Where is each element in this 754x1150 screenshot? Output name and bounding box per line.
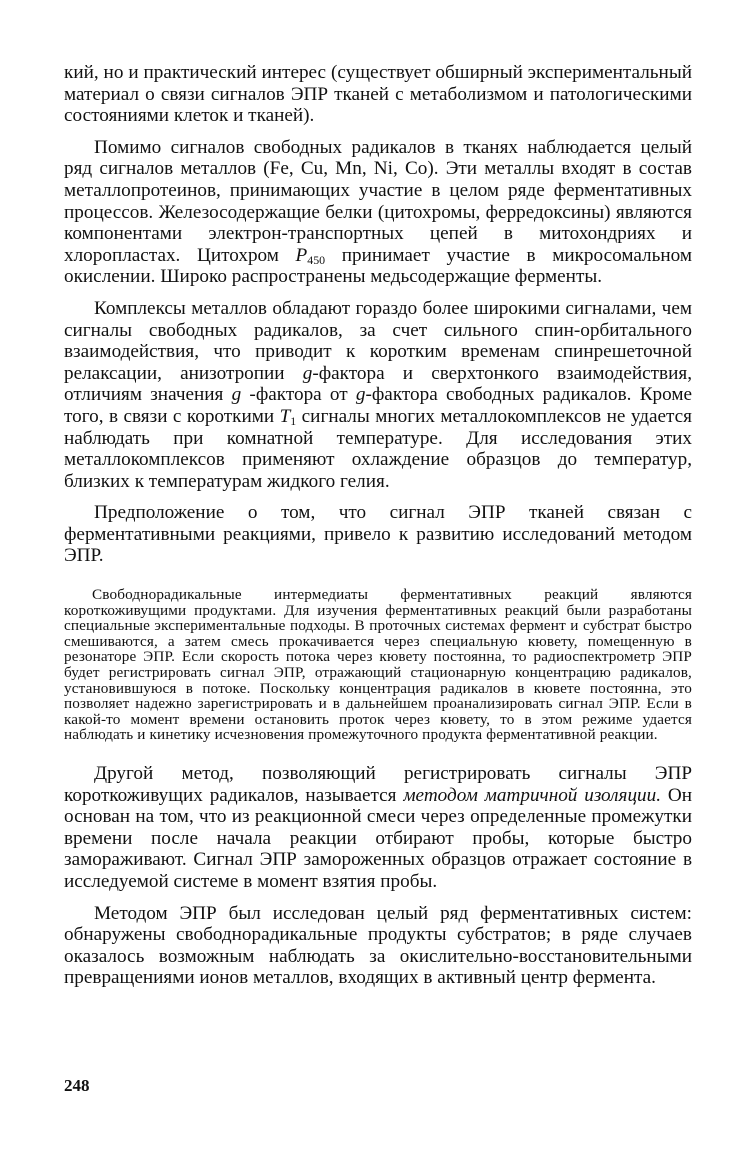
paragraph-3-text-d: -фактора свободных радикалов. Кроме того, в связи с короткими [64, 384, 692, 427]
t1-symbol: T [279, 405, 291, 427]
paragraph-5-text-b: Он основан на том, что из реакционной смеси через определенные промежутки времени после начала реакции отбирают пробы, которые быстро замораживают. Сигнал ЭПР замороженных образцов отражает состояние в исследуемой системе в момент взятия пробы. [64, 784, 692, 892]
paragraph-1-text: кий, но и практический интерес (существует обширный экспериментальный материал о связи сигналов ЭПР тканей с метаболизмом и патологическими состояниями клеток и тканей). [64, 62, 692, 127]
paragraph-3 [64, 298, 692, 492]
paragraph-2-text-b: принимает участие в микросомальном окислении. Широко распространены медьсодержащие ферменты. [64, 244, 692, 288]
paragraph-5 [64, 763, 692, 893]
g-factor-symbol: g [355, 384, 366, 406]
paragraph-6 [64, 903, 692, 989]
paragraph-3-text-c: -фактора от [241, 384, 356, 406]
small-print-block [64, 587, 692, 743]
cytochrome-subscript: 450 [307, 252, 326, 267]
paragraph-6-text: Методом ЭПР был исследован целый ряд ферментативных систем: обнаружены свободнорадикальные продукты субстратов; в ряде случаев оказалось возможным наблюдать за окислительно-восстановительными превращениями ионов металлов, входящих в активный центр фермента. [64, 902, 692, 989]
paragraph-3-text-a: Комплексы металлов обладают гораздо более широкими сигналами, чем сигналы свободных радикалов, за счет сильного спин-орбитального взаимодействия, что приводит к коротким временам спинрешеточной релаксации, анизотропии [64, 297, 692, 384]
g-factor-symbol: g [302, 362, 313, 384]
cytochrome-symbol: P [295, 244, 308, 266]
g-factor-symbol: g [231, 384, 242, 406]
paragraph-4-text: Предположение о том, что сигнал ЭПР тканей связан с ферментативными реакциями, привело к развитию исследований методом ЭПР. [64, 502, 692, 567]
text-body [64, 62, 692, 989]
paragraph-2-text-a: Помимо сигналов свободных радикалов в тканях наблюдается целый ряд сигналов металлов (Fe, Cu, Mn, Ni, Co). Эти металлы входят в состав металлопротеинов, принимающих участие в целом ряде ферментативных процессов. Железосодержащие белки (цитохромы, ферредоксины) являются компонентами электрон-транспортных цепей в митохондриях и хлоропластах. Цитохром [64, 136, 692, 266]
paragraph-5-text-a: Другой метод, позволяющий регистрировать сигналы ЭПР короткоживущих радикалов, называется [64, 763, 692, 806]
paragraph-1 [64, 62, 692, 127]
method-name-italic: методом матричной изоляции. [403, 784, 662, 806]
paragraph-3-text-e: сигналы многих металлокомплексов не удается наблюдать при комнатной температуре. Для исследования этих металлокомплексов применяют охлаждение образцов до температур, близких к температурам жидкого гелия. [64, 405, 692, 492]
small-print-text: Свободнорадикальные интермедиаты ферментативных реакций являются короткоживущими продуктами. Для изучения ферментативных реакций были разработаны специальные экспериментальные подходы. В проточных системах фермент и субстрат быстро смешиваются, а затем смесь прокачивается через специальную кювету, помещенную в резонаторе ЭПР. Если скорость потока через кювету постоянна, то радиоспектрометр ЭПР будет регистрировать сигнал ЭПР, отражающий стационарную концентрацию радикалов, установившуюся в потоке. Поскольку концентрация радикалов в кювете постоянна, это позволяет надежно зарегистрировать и в дальнейшем проанализировать сигнал ЭПР. Если в какой-то момент времени остановить проток через кювету, то в этом режиме удается наблюдать и кинетику исчезновения промежуточного продукта ферментативной реакции. [64, 586, 692, 744]
paragraph-2 [64, 137, 692, 288]
paragraph-3-text-b: -фактора и сверхтонкого взаимодействия, отличиям значения [64, 362, 692, 406]
paragraph-4 [64, 502, 692, 567]
t1-subscript: 1 [290, 413, 297, 428]
page-number: 248 [64, 1076, 90, 1095]
